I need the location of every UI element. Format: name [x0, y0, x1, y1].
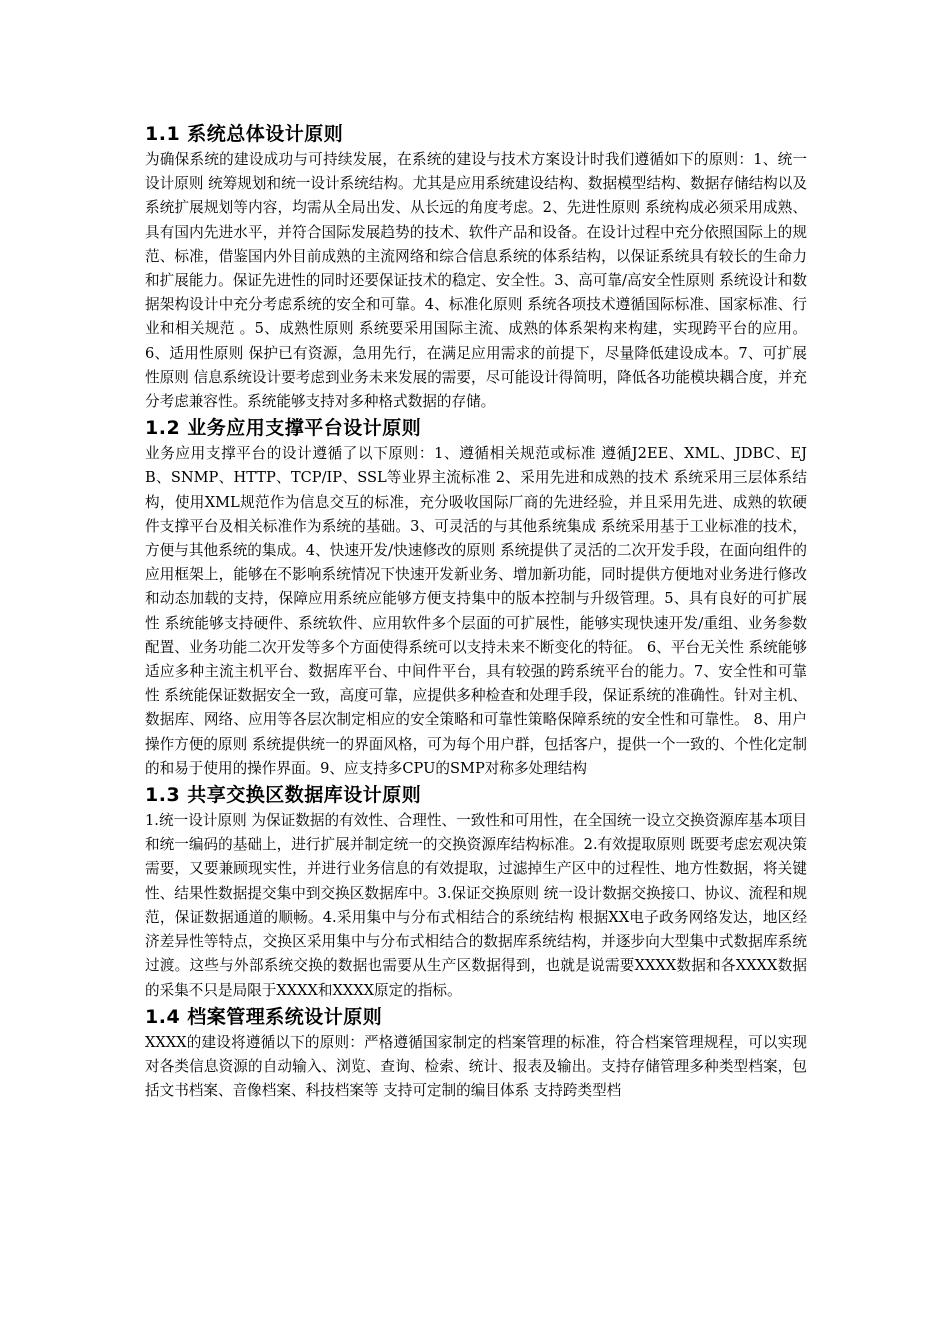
section-paragraph: XXXX的建设将遵循以下的原则：严格遵循国家制定的档案管理的标准，符合档案管理规程，可以实现对各类信息资源的自动输入、浏览、查询、检索、统计、报表及输出。支持存储管理多种类型档案，包括文书档案、音像档案、科技档案等 支持可定制的编目体系 支持跨类型档 — [145, 1033, 807, 1100]
section-1-3 — [145, 781, 807, 1003]
section-paragraph: 1.统一设计原则 为保证数据的有效性、合理性、一致性和可用性，在全国统一设立交换资源库基本项目和统一编码的基础上，进行扩展并制定统一的交换资源库结构标准。2.有效提取原则 既要考虑宏观决策需要，又要兼顾现实性，并进行业务信息的有效提取，过滤掉生产区中的过程性、地方性数据，将关键性、结果性数据提交集中到交换区数据库中。3.保证交换原则 统一设计数据交换接口、协议、流程和规范，保证数据通道的顺畅。4.采用集中与分布式相结合的系统结构 根据XX电子政务网络发达，地区经济差异性等特点，交换区采用集中与分布式相结合的数据库系统结构，并逐步向大型集中式数据库系统过渡。这些与外部系统交换的数据也需要从生产区数据得到，也就是说需要XXXX数据和各XXXX数据的采集不只是局限于XXXX和XXXX原定的指标。 — [145, 812, 807, 999]
section-1-2 — [145, 414, 807, 781]
section-heading: 1.2 业务应用支撑平台设计原则 — [145, 417, 422, 440]
section-1-4 — [145, 1003, 807, 1104]
section-heading: 1.4 档案管理系统设计原则 — [145, 1005, 383, 1028]
section-1-1 — [145, 120, 807, 414]
section-heading: 1.1 系统总体设计原则 — [145, 123, 344, 145]
document-page — [145, 120, 807, 1103]
section-paragraph: 为确保系统的建设成功与可持续发展，在系统的建设与技术方案设计时我们遵循如下的原则：1、统一设计原则 统筹规划和统一设计系统结构。尤其是应用系统建设结构、数据模型结构、数据存储结构以及系统扩展规划等内容，均需从全局出发、从长远的角度考虑。2、先进性原则 系统构成必须采用成熟、具有国内先进水平，并符合国际发展趋势的技术、软件产品和设备。在设计过程中充分依照国际上的规范、标准，借鉴国内外目前成熟的主流网络和综合信息系统的体系结构，以保证系统具有较长的生命力和扩展能力。保证先进性的同时还要保证技术的稳定、安全性。3、高可靠/高安全性原则 系统设计和数据架构设计中充分考虑系统的安全和可靠。4、标准化原则 系统各项技术遵循国际标准、国家标准、行业和相关规范 。5、成熟性原则 系统要采用国际主流、成熟的体系架构来构建，实现跨平台的应用。6、适用性原则 保护已有资源，急用先行，在满足应用需求的前提下，尽量降低建设成本。7、可扩展性原则 信息系统设计要考虑到业务未来发展的需要，尽可能设计得简明，降低各功能模块耦合度，并充分考虑兼容性。系统能够支持对多种格式数据的存储。 — [145, 151, 807, 411]
section-heading: 1.3 共享交换区数据库设计原则 — [145, 784, 422, 807]
section-paragraph: 业务应用支撑平台的设计遵循了以下原则：1、遵循相关规范或标准 遵循J2EE、XML、JDBC、EJB、SNMP、HTTP、TCP/IP、SSL等业界主流标准 2、采用先进和成熟的技术 系统采用三层体系结构，使用XML规范作为信息交互的标准，充分吸收国际厂商的先进经验，并且采用先进、成熟的软硬件支撑平台及相关标准作为系统的基础。3、可灵活的与其他系统集成 系统采用基于工业标准的技术，方便与其他系统的集成。4、快速开发/快速修改的原则 系统提供了灵活的二次开发手段，在面向组件的应用框架上，能够在不影响系统情况下快速开发新业务、增加新功能，同时提供方便地对业务进行修改和动态加载的支持，保障应用系统应能够方便支持集中的版本控制与升级管理。5、具有良好的可扩展性 系统能够支持硬件、系统软件、应用软件多个层面的可扩展性，能够实现快速开发/重组、业务参数配置、业务功能二次开发等多个方面使得系统可以支持未来不断变化的特征。 6、平台无关性 系统能够适应多种主流主机平台、数据库平台、中间件平台，具有较强的跨系统平台的能力。7、安全性和可靠性 系统能保证数据安全一致，高度可靠，应提供多种检查和处理手段，保证系统的准确性。针对主机、数据库、网络、应用等各层次制定相应的安全策略和可靠性策略保障系统的安全性和可靠性。 8、用户操作方便的原则 系统提供统一的界面风格，可为每个用户群，包括客户，提供一个一致的、个性化定制的和易于使用的操作界面。9、应支持多CPU的SMP对称多处理结构 — [145, 445, 807, 777]
